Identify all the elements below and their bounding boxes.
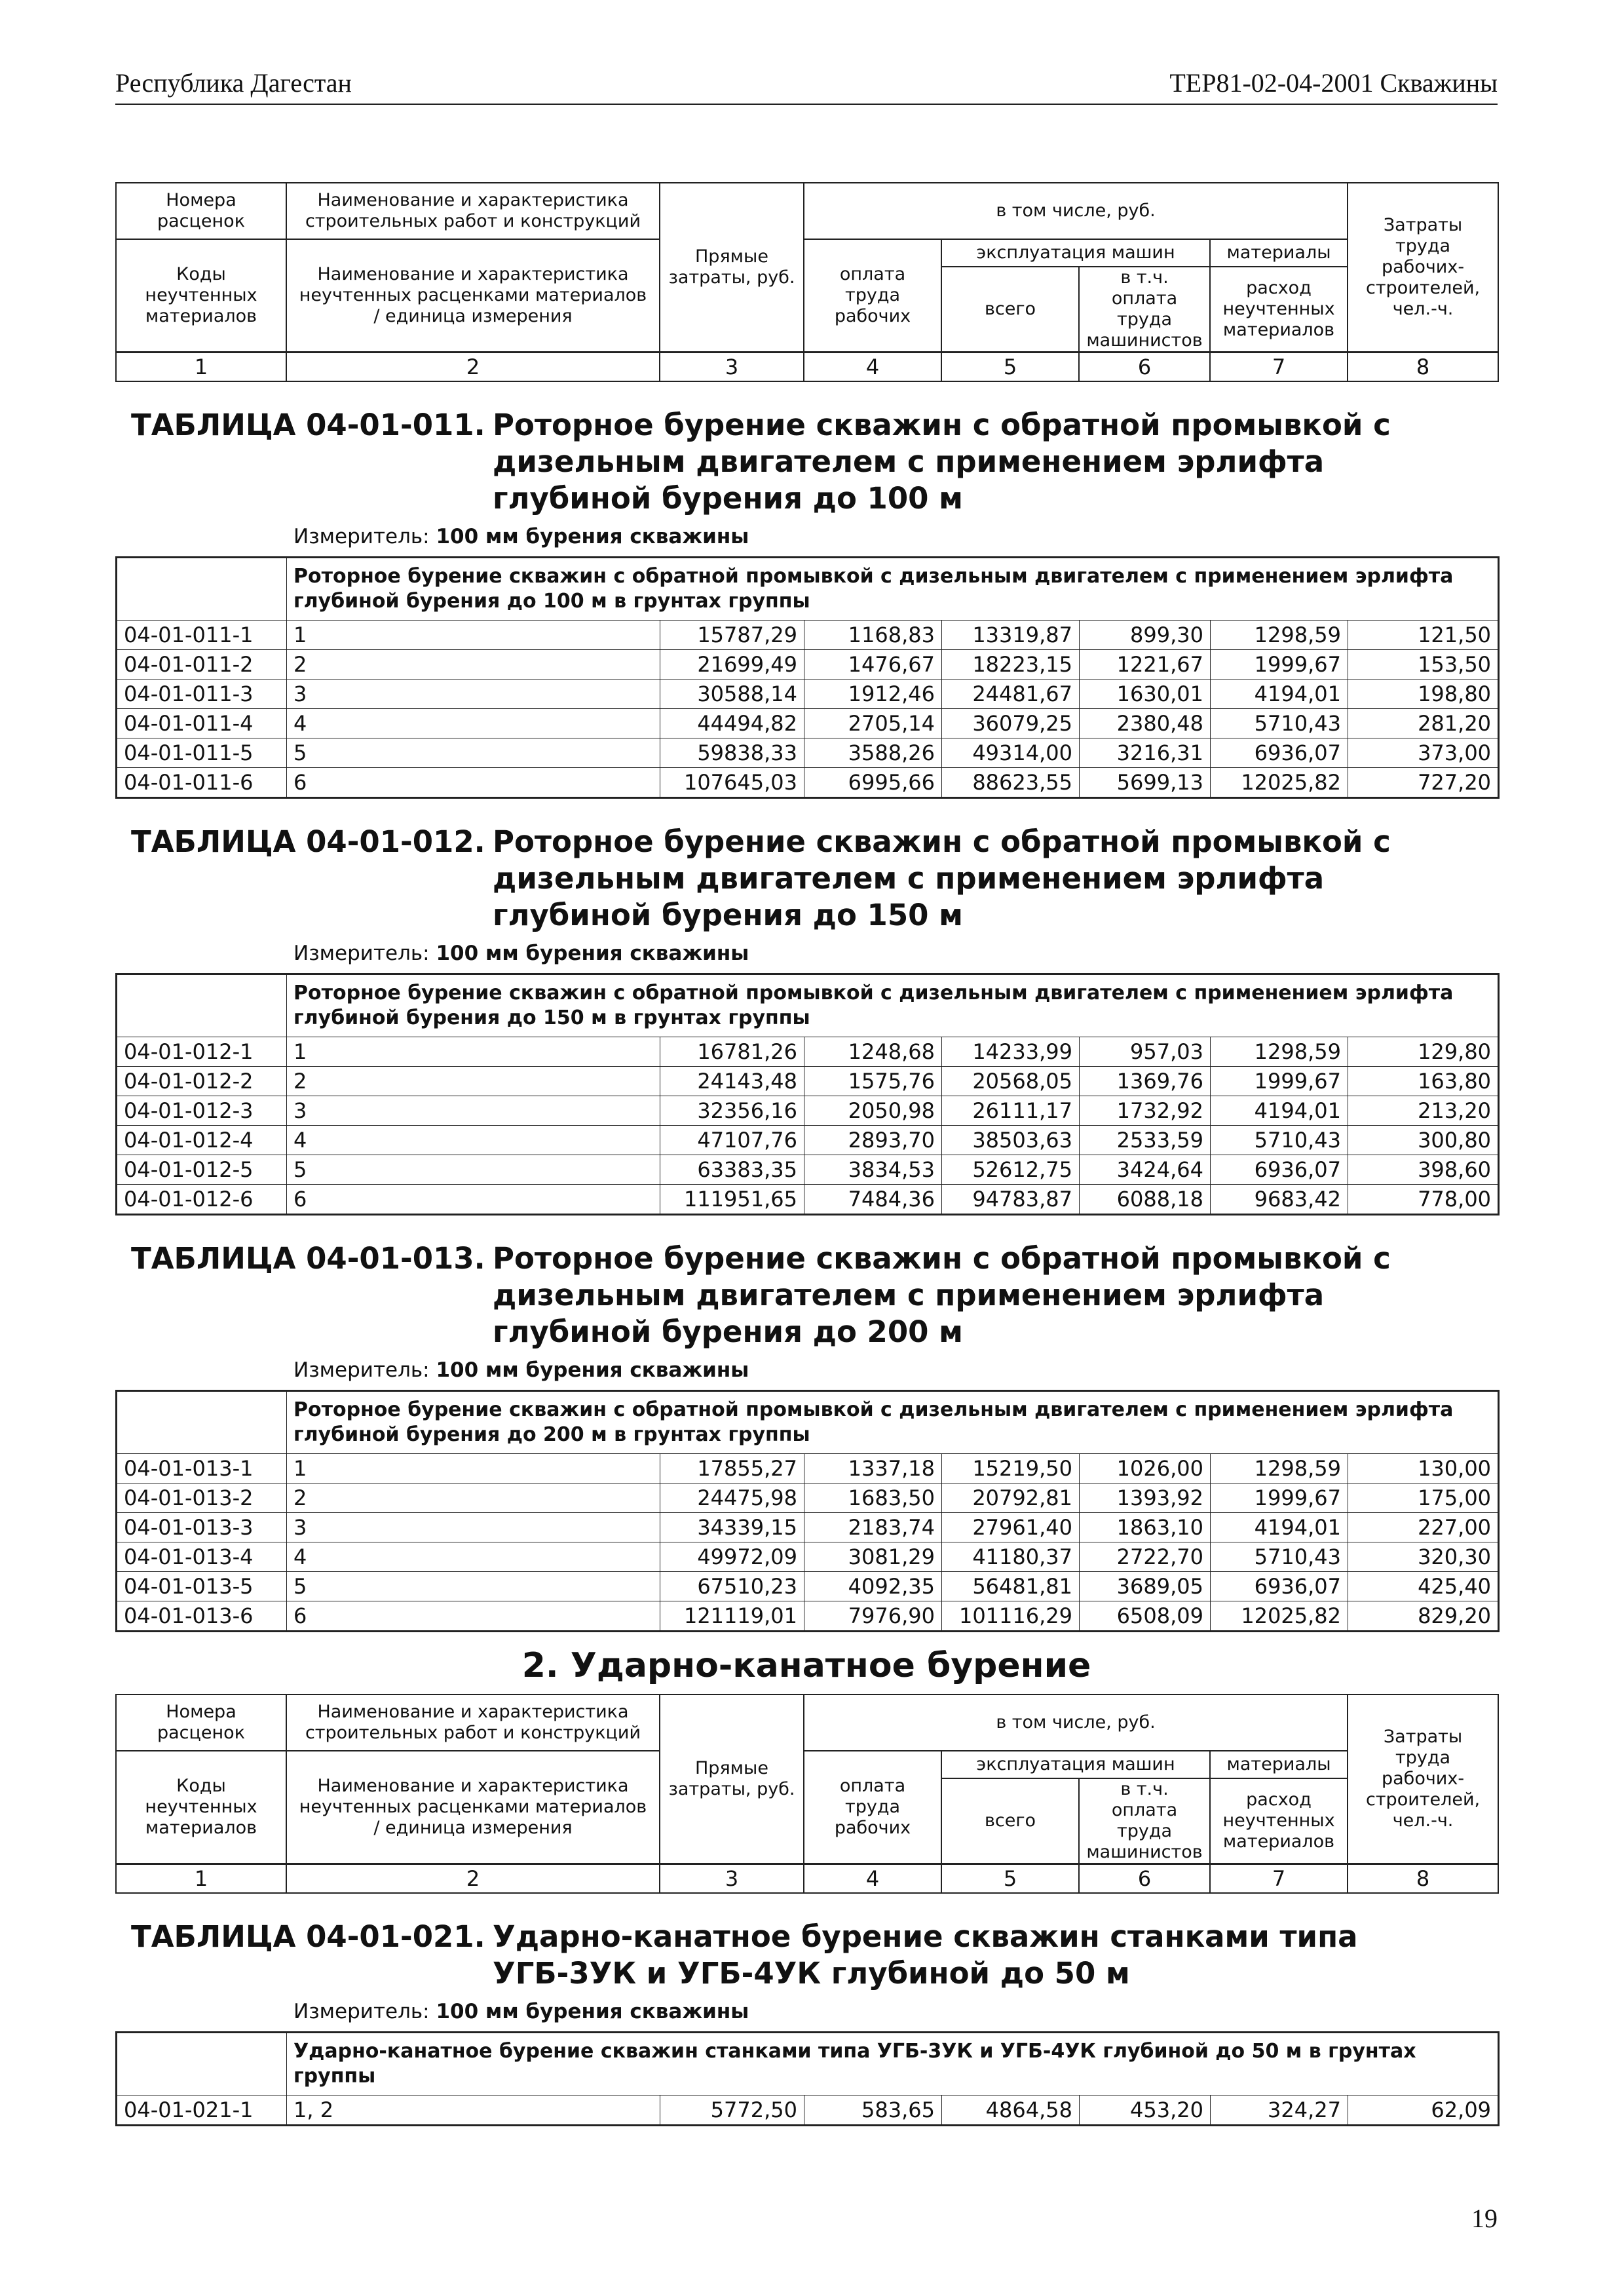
table-row — [117, 1096, 1499, 1126]
machines-total: 52612,75 — [942, 1155, 1080, 1185]
meter-value: 100 мм бурения скважины — [436, 525, 749, 548]
caption-spacer — [117, 558, 287, 621]
materials: 5710,43 — [1211, 1126, 1348, 1155]
header-including: в том числе, руб. — [804, 183, 1348, 239]
materials: 9683,42 — [1211, 1185, 1348, 1215]
machines-total: 49314,00 — [942, 738, 1080, 768]
rate-code: 04-01-011-4 — [117, 709, 287, 738]
worker-pay: 583,65 — [804, 2095, 942, 2126]
table-caption-row — [117, 558, 1499, 621]
materials: 12025,82 — [1211, 1601, 1348, 1632]
rate-code: 04-01-012-3 — [117, 1096, 287, 1126]
direct-costs: 44494,82 — [660, 709, 804, 738]
column-number: 8 — [1348, 353, 1498, 382]
rate-code: 04-01-013-3 — [117, 1513, 287, 1542]
header-material-consumption: расход неучтенных материалов — [1210, 1778, 1348, 1864]
table-row — [117, 1542, 1499, 1572]
rate-code: 04-01-012-4 — [117, 1126, 287, 1155]
meter-label: Измеритель: — [293, 525, 430, 548]
table-meter — [293, 942, 1498, 966]
direct-costs: 15787,29 — [660, 621, 804, 650]
worker-pay: 2183,74 — [804, 1513, 942, 1542]
materials: 1999,67 — [1211, 1483, 1348, 1513]
table-row — [117, 1155, 1499, 1185]
direct-costs: 30588,14 — [660, 679, 804, 709]
soil-group: 6 — [287, 1601, 660, 1632]
table-code: ТАБЛИЦА 04-01-012. — [131, 824, 485, 859]
column-number: 1 — [116, 1864, 286, 1894]
machines-total: 14233,99 — [942, 1037, 1080, 1067]
soil-group: 6 — [287, 768, 660, 798]
machines-total: 41180,37 — [942, 1542, 1080, 1572]
operator-pay: 2380,48 — [1080, 709, 1211, 738]
rate-code: 04-01-011-6 — [117, 768, 287, 798]
meter-value: 100 мм бурения скважины — [436, 942, 749, 965]
header-operator-pay: в т.ч. оплата труда машинистов — [1079, 267, 1210, 353]
machines-total: 27961,40 — [942, 1513, 1080, 1542]
meter-value: 100 мм бурения скважины — [436, 2000, 749, 2023]
table-description: Ударно-канатное бурение скважин станками типа УГБ-3УК и УГБ-4УК глубиной до 50 м — [493, 1919, 1358, 1991]
table-caption-row — [117, 2033, 1499, 2095]
operator-pay: 3689,05 — [1080, 1572, 1211, 1601]
soil-group: 6 — [287, 1185, 660, 1215]
direct-costs: 21699,49 — [660, 650, 804, 679]
rate-code: 04-01-012-2 — [117, 1067, 287, 1096]
meter-label: Измеритель: — [293, 942, 430, 965]
table-description: Роторное бурение скважин с обратной промывкой с дизельным двигателем с применением эрлифта глубиной бурения до 150 м — [493, 824, 1391, 932]
operator-pay: 957,03 — [1080, 1037, 1211, 1067]
worker-pay: 1683,50 — [804, 1483, 942, 1513]
table-code: ТАБЛИЦА 04-01-011. — [131, 408, 485, 442]
worker-pay: 1248,68 — [804, 1037, 942, 1067]
table-code: ТАБЛИЦА 04-01-021. — [131, 1919, 485, 1954]
soil-group: 1 — [287, 1454, 660, 1483]
soil-group: 4 — [287, 1126, 660, 1155]
soil-group: 2 — [287, 1483, 660, 1513]
soil-group: 5 — [287, 738, 660, 768]
table-caption: Роторное бурение скважин с обратной промывкой с дизельным двигателем с применением эрлифта глубиной бурения до 100 м в грунтах группы — [287, 558, 1499, 621]
worker-pay: 3588,26 — [804, 738, 942, 768]
table-meter — [293, 1358, 1498, 1383]
materials: 324,27 — [1211, 2095, 1348, 2126]
direct-costs: 111951,65 — [660, 1185, 804, 1215]
labor-hours: 130,00 — [1348, 1454, 1499, 1483]
table-row — [117, 650, 1499, 679]
direct-costs: 121119,01 — [660, 1601, 804, 1632]
labor-hours: 281,20 — [1348, 709, 1499, 738]
header-materials: материалы — [1210, 1751, 1348, 1778]
table-row — [117, 738, 1499, 768]
labor-hours: 227,00 — [1348, 1513, 1499, 1542]
column-number: 5 — [941, 353, 1079, 382]
header-document-code: ТЕР81-02-04-2001 Скважины — [1169, 68, 1498, 98]
column-header-table — [115, 182, 1499, 382]
column-number: 1 — [116, 353, 286, 382]
table-title — [131, 1240, 1498, 1350]
machines-total: 94783,87 — [942, 1185, 1080, 1215]
table-caption-row — [117, 1391, 1499, 1454]
header-labor-costs: Затраты труда рабочих-строителей, чел.-ч. — [1348, 183, 1498, 353]
labor-hours: 175,00 — [1348, 1483, 1499, 1513]
soil-group: 1 — [287, 1037, 660, 1067]
worker-pay: 7976,90 — [804, 1601, 942, 1632]
operator-pay: 1221,67 — [1080, 650, 1211, 679]
operator-pay: 1026,00 — [1080, 1454, 1211, 1483]
page-number: 19 — [1471, 2204, 1498, 2233]
table-code: ТАБЛИЦА 04-01-013. — [131, 1241, 485, 1276]
labor-hours: 153,50 — [1348, 650, 1499, 679]
header-machines-total: всего — [941, 267, 1079, 353]
rate-code: 04-01-012-6 — [117, 1185, 287, 1215]
direct-costs: 34339,15 — [660, 1513, 804, 1542]
operator-pay: 1393,92 — [1080, 1483, 1211, 1513]
table-row — [117, 709, 1499, 738]
worker-pay: 3081,29 — [804, 1542, 942, 1572]
soil-group: 5 — [287, 1155, 660, 1185]
machines-total: 56481,81 — [942, 1572, 1080, 1601]
table-description: Роторное бурение скважин с обратной промывкой с дизельным двигателем с применением эрлифта глубиной бурения до 100 м — [493, 408, 1391, 516]
soil-group: 1 — [287, 621, 660, 650]
direct-costs: 16781,26 — [660, 1037, 804, 1067]
header-labor-costs: Затраты труда рабочих-строителей, чел.-ч. — [1348, 1694, 1498, 1864]
column-number: 7 — [1210, 1864, 1348, 1894]
operator-pay: 2533,59 — [1080, 1126, 1211, 1155]
table-meter — [293, 525, 1498, 550]
header-material-name: Наименование и характеристика неучтенных расценками материалов / единица измерения — [286, 239, 660, 353]
operator-pay: 1732,92 — [1080, 1096, 1211, 1126]
worker-pay: 2705,14 — [804, 709, 942, 738]
worker-pay: 4092,35 — [804, 1572, 942, 1601]
soil-group: 2 — [287, 650, 660, 679]
header-material-name: Наименование и характеристика неучтенных расценками материалов / единица измерения — [286, 1751, 660, 1864]
operator-pay: 453,20 — [1080, 2095, 1211, 2126]
soil-group: 3 — [287, 679, 660, 709]
header-region: Республика Дагестан — [115, 68, 352, 98]
table-caption-row — [117, 974, 1499, 1037]
header-operator-pay: в т.ч. оплата труда машинистов — [1079, 1778, 1210, 1864]
materials: 1298,59 — [1211, 1037, 1348, 1067]
rate-code: 04-01-013-2 — [117, 1483, 287, 1513]
materials: 1298,59 — [1211, 1454, 1348, 1483]
direct-costs: 67510,23 — [660, 1572, 804, 1601]
column-number: 8 — [1348, 1864, 1498, 1894]
labor-hours: 163,80 — [1348, 1067, 1499, 1096]
header-material-codes: Коды неучтенных материалов — [116, 239, 286, 353]
table-description: Роторное бурение скважин с обратной промывкой с дизельным двигателем с применением эрлифта глубиной бурения до 200 м — [493, 1241, 1391, 1349]
labor-hours: 300,80 — [1348, 1126, 1499, 1155]
header-including: в том числе, руб. — [804, 1694, 1348, 1751]
table-row — [117, 1572, 1499, 1601]
header-work-name: Наименование и характеристика строительных работ и конструкций — [286, 183, 660, 239]
meter-label: Измеритель: — [293, 1358, 430, 1382]
worker-pay: 2050,98 — [804, 1096, 942, 1126]
rates-table — [115, 973, 1500, 1215]
table-row — [117, 1185, 1499, 1215]
machines-total: 15219,50 — [942, 1454, 1080, 1483]
section-title: 2. Ударно-канатное бурение — [521, 1646, 1091, 1685]
rate-code: 04-01-011-3 — [117, 679, 287, 709]
column-number: 6 — [1079, 1864, 1210, 1894]
table-row — [117, 1454, 1499, 1483]
table-row — [117, 1126, 1499, 1155]
labor-hours: 320,30 — [1348, 1542, 1499, 1572]
rate-code: 04-01-011-5 — [117, 738, 287, 768]
table-title — [131, 824, 1498, 934]
table-title — [131, 407, 1498, 517]
worker-pay: 6995,66 — [804, 768, 942, 798]
rate-code: 04-01-013-5 — [117, 1572, 287, 1601]
header-machines-total: всего — [941, 1778, 1079, 1864]
header-rate-numbers: Номера расценок — [116, 183, 286, 239]
materials: 1999,67 — [1211, 1067, 1348, 1096]
direct-costs: 32356,16 — [660, 1096, 804, 1126]
materials: 6936,07 — [1211, 738, 1348, 768]
column-header-table — [115, 1694, 1499, 1894]
soil-group: 5 — [287, 1572, 660, 1601]
header-machine-operation: эксплуатация машин — [941, 1751, 1210, 1778]
materials: 4194,01 — [1211, 1513, 1348, 1542]
materials: 1298,59 — [1211, 621, 1348, 650]
machines-total: 26111,17 — [942, 1096, 1080, 1126]
machines-total: 20568,05 — [942, 1067, 1080, 1096]
materials: 12025,82 — [1211, 768, 1348, 798]
worker-pay: 3834,53 — [804, 1155, 942, 1185]
operator-pay: 1630,01 — [1080, 679, 1211, 709]
operator-pay: 1369,76 — [1080, 1067, 1211, 1096]
machines-total: 101116,29 — [942, 1601, 1080, 1632]
meter-label: Измеритель: — [293, 2000, 430, 2023]
worker-pay: 1337,18 — [804, 1454, 942, 1483]
running-header — [115, 52, 1498, 105]
rate-code: 04-01-011-1 — [117, 621, 287, 650]
worker-pay: 1912,46 — [804, 679, 942, 709]
table-row — [117, 1067, 1499, 1096]
labor-hours: 121,50 — [1348, 621, 1499, 650]
direct-costs: 63383,35 — [660, 1155, 804, 1185]
materials: 4194,01 — [1211, 1096, 1348, 1126]
worker-pay: 7484,36 — [804, 1185, 942, 1215]
worker-pay: 1476,67 — [804, 650, 942, 679]
table-row — [117, 1037, 1499, 1067]
header-materials: материалы — [1210, 239, 1348, 267]
column-number: 4 — [804, 353, 941, 382]
direct-costs: 24143,48 — [660, 1067, 804, 1096]
materials: 6936,07 — [1211, 1155, 1348, 1185]
worker-pay: 2893,70 — [804, 1126, 942, 1155]
table-caption: Ударно-канатное бурение скважин станками типа УГБ-3УК и УГБ-4УК глубиной до 50 м в грунтах группы — [287, 2033, 1499, 2095]
column-number: 5 — [941, 1864, 1079, 1894]
machines-total: 20792,81 — [942, 1483, 1080, 1513]
direct-costs: 5772,50 — [660, 2095, 804, 2126]
table-row — [117, 2095, 1499, 2126]
rates-table — [115, 2031, 1500, 2126]
header-material-consumption: расход неучтенных материалов — [1210, 267, 1348, 353]
labor-hours: 129,80 — [1348, 1037, 1499, 1067]
labor-hours: 425,40 — [1348, 1572, 1499, 1601]
rate-code: 04-01-013-1 — [117, 1454, 287, 1483]
direct-costs: 49972,09 — [660, 1542, 804, 1572]
worker-pay: 1168,83 — [804, 621, 942, 650]
machines-total: 88623,55 — [942, 768, 1080, 798]
column-number: 6 — [1079, 353, 1210, 382]
worker-pay: 1575,76 — [804, 1067, 942, 1096]
operator-pay: 3216,31 — [1080, 738, 1211, 768]
header-direct-costs: Прямые затраты, руб. — [660, 1694, 804, 1864]
header-direct-costs: Прямые затраты, руб. — [660, 183, 804, 353]
header-rate-numbers: Номера расценок — [116, 1694, 286, 1751]
rates-table — [115, 1390, 1500, 1632]
caption-spacer — [117, 2033, 287, 2095]
labor-hours: 778,00 — [1348, 1185, 1499, 1215]
soil-group: 4 — [287, 709, 660, 738]
materials: 5710,43 — [1211, 709, 1348, 738]
soil-group: 4 — [287, 1542, 660, 1572]
direct-costs: 107645,03 — [660, 768, 804, 798]
operator-pay: 899,30 — [1080, 621, 1211, 650]
machines-total: 13319,87 — [942, 621, 1080, 650]
machines-total: 4864,58 — [942, 2095, 1080, 2126]
rate-code: 04-01-021-1 — [117, 2095, 287, 2126]
rates-table — [115, 556, 1500, 799]
table-row — [117, 1513, 1499, 1542]
operator-pay: 2722,70 — [1080, 1542, 1211, 1572]
document-page — [115, 52, 1498, 2126]
operator-pay: 3424,64 — [1080, 1155, 1211, 1185]
operator-pay: 1863,10 — [1080, 1513, 1211, 1542]
rate-code: 04-01-011-2 — [117, 650, 287, 679]
table-caption: Роторное бурение скважин с обратной промывкой с дизельным двигателем с применением эрлифта глубиной бурения до 150 м в грунтах группы — [287, 974, 1499, 1037]
machines-total: 24481,67 — [942, 679, 1080, 709]
table-meter — [293, 2000, 1498, 2025]
machines-total: 36079,25 — [942, 709, 1080, 738]
labor-hours: 373,00 — [1348, 738, 1499, 768]
column-number: 3 — [660, 353, 804, 382]
column-number: 2 — [286, 1864, 660, 1894]
soil-group: 3 — [287, 1096, 660, 1126]
materials: 1999,67 — [1211, 650, 1348, 679]
caption-spacer — [117, 974, 287, 1037]
labor-hours: 727,20 — [1348, 768, 1499, 798]
table-title — [131, 1919, 1498, 1992]
rate-code: 04-01-013-6 — [117, 1601, 287, 1632]
table-row — [117, 768, 1499, 798]
machines-total: 38503,63 — [942, 1126, 1080, 1155]
table-row — [117, 1483, 1499, 1513]
column-number: 4 — [804, 1864, 941, 1894]
soil-group: 1, 2 — [287, 2095, 660, 2126]
column-number: 2 — [286, 353, 660, 382]
labor-hours: 62,09 — [1348, 2095, 1499, 2126]
column-number: 3 — [660, 1864, 804, 1894]
rate-code: 04-01-012-5 — [117, 1155, 287, 1185]
caption-spacer — [117, 1391, 287, 1454]
meter-value: 100 мм бурения скважины — [436, 1358, 749, 1382]
direct-costs: 47107,76 — [660, 1126, 804, 1155]
header-machine-operation: эксплуатация машин — [941, 239, 1210, 267]
materials: 4194,01 — [1211, 679, 1348, 709]
operator-pay: 6508,09 — [1080, 1601, 1211, 1632]
labor-hours: 829,20 — [1348, 1601, 1499, 1632]
column-number: 7 — [1210, 353, 1348, 382]
operator-pay: 6088,18 — [1080, 1185, 1211, 1215]
labor-hours: 398,60 — [1348, 1155, 1499, 1185]
table-row — [117, 1601, 1499, 1632]
materials: 6936,07 — [1211, 1572, 1348, 1601]
header-work-name: Наименование и характеристика строительных работ и конструкций — [286, 1694, 660, 1751]
labor-hours: 213,20 — [1348, 1096, 1499, 1126]
direct-costs: 17855,27 — [660, 1454, 804, 1483]
operator-pay: 5699,13 — [1080, 768, 1211, 798]
header-worker-pay: оплата труда рабочих — [804, 1751, 941, 1864]
soil-group: 2 — [287, 1067, 660, 1096]
materials: 5710,43 — [1211, 1542, 1348, 1572]
direct-costs: 59838,33 — [660, 738, 804, 768]
rate-code: 04-01-013-4 — [117, 1542, 287, 1572]
direct-costs: 24475,98 — [660, 1483, 804, 1513]
header-worker-pay: оплата труда рабочих — [804, 239, 941, 353]
rate-code: 04-01-012-1 — [117, 1037, 287, 1067]
table-row — [117, 621, 1499, 650]
labor-hours: 198,80 — [1348, 679, 1499, 709]
table-row — [117, 679, 1499, 709]
header-material-codes: Коды неучтенных материалов — [116, 1751, 286, 1864]
soil-group: 3 — [287, 1513, 660, 1542]
machines-total: 18223,15 — [942, 650, 1080, 679]
table-caption: Роторное бурение скважин с обратной промывкой с дизельным двигателем с применением эрлифта глубиной бурения до 200 м в грунтах группы — [287, 1391, 1499, 1454]
